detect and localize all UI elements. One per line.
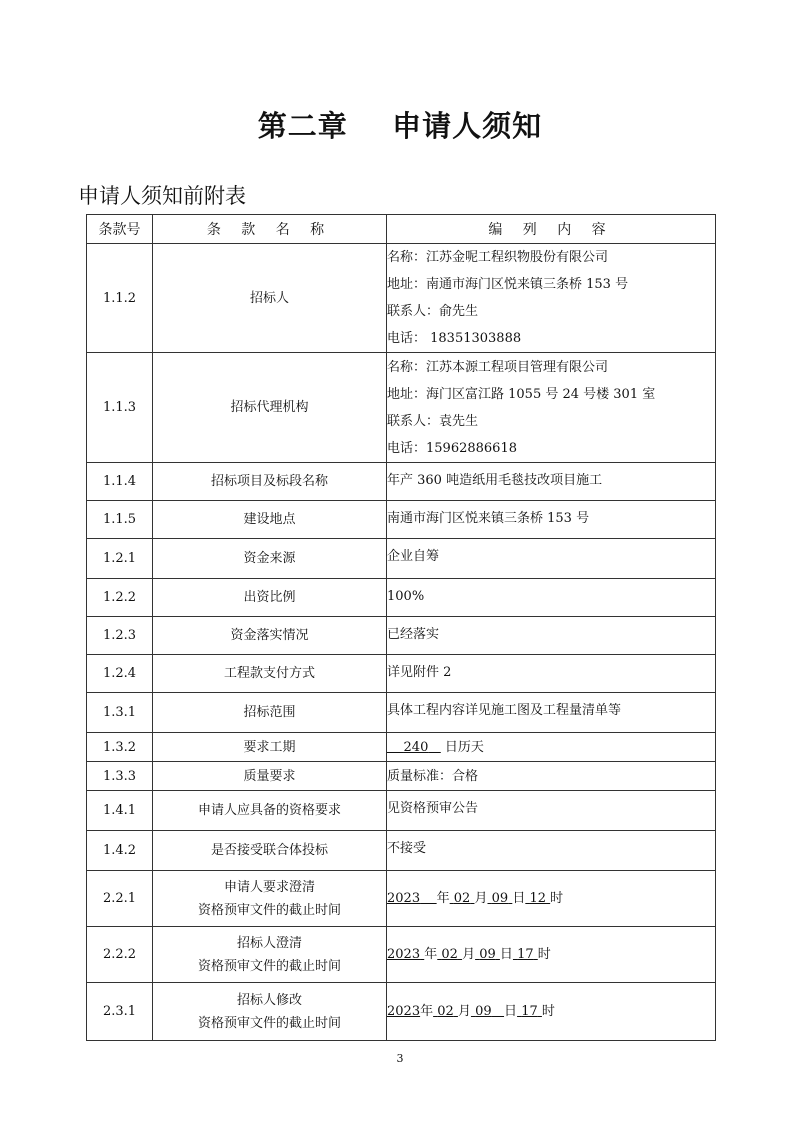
clause-content	[387, 244, 716, 353]
content-line: 名称：江苏金呢工程织物股份有限公司	[387, 250, 609, 265]
clause-name: 工程款支付方式	[153, 655, 387, 693]
content-line: 不接受	[387, 841, 427, 856]
table-row	[87, 579, 716, 617]
clause-no: 2.2.2	[87, 927, 153, 983]
page-number: 3	[396, 1052, 404, 1065]
table-row	[87, 655, 716, 693]
content-line: 名称：江苏本源工程项目管理有限公司	[387, 359, 609, 375]
clause-no: 1.3.3	[87, 762, 153, 791]
clause-content	[387, 463, 716, 501]
content-line: 详见附件 2	[387, 665, 452, 680]
clause-name: 招标范围	[153, 693, 387, 733]
content-line: 已经落实	[387, 627, 440, 642]
header-clause-no: 条款号	[87, 215, 153, 244]
table-row	[87, 762, 716, 791]
clause-name: 是否接受联合体投标	[153, 831, 387, 871]
clause-name-line: 招标人澄清	[236, 935, 302, 951]
clause-content	[387, 831, 716, 871]
clause-content	[387, 655, 716, 693]
clause-content	[387, 762, 716, 791]
header-content: 编 列 内 容	[387, 215, 716, 244]
table-row	[87, 501, 716, 539]
clause-name-line: 资格预审文件的截止时间	[197, 958, 341, 974]
clause-no: 1.1.3	[87, 353, 153, 463]
clause-content	[387, 353, 716, 463]
clause-content	[387, 501, 716, 539]
clause-name: 建设地点	[153, 501, 387, 539]
clause-no: 1.2.2	[87, 579, 153, 617]
content-line: 电话：15962886618	[387, 440, 517, 456]
clause-name	[153, 871, 387, 927]
clause-name: 质量要求	[153, 762, 387, 791]
duration-value: 240	[403, 739, 429, 755]
content-line: 地址：南通市海门区悦来镇三条桥 153 号	[387, 277, 629, 292]
clause-name: 资金落实情况	[153, 617, 387, 655]
clause-no: 1.2.3	[87, 617, 153, 655]
clause-content	[387, 579, 716, 617]
clause-no: 1.2.4	[87, 655, 153, 693]
table-row	[87, 871, 716, 927]
chapter-title: 第二章 申请人须知	[257, 109, 543, 143]
clause-name: 资金来源	[153, 539, 387, 579]
clause-no: 1.2.1	[87, 539, 153, 579]
content-line: 南通市海门区悦来镇三条桥 153 号	[387, 511, 590, 526]
duration-line	[387, 734, 715, 761]
content-line: 地址：海门区富江路 1055 号 24 号楼 301 室	[387, 386, 656, 402]
table-header-row	[87, 215, 716, 244]
duration-unit: 日历天	[444, 739, 484, 755]
table-row	[87, 927, 716, 983]
clause-content	[387, 539, 716, 579]
content-line: 100%	[387, 589, 425, 604]
table-row	[87, 353, 716, 463]
clause-no: 2.2.1	[87, 871, 153, 927]
deadline-date: 2023 年 02 月 09 日 12 时	[387, 891, 564, 906]
table-row	[87, 983, 716, 1041]
clause-name	[153, 983, 387, 1041]
content-line: 联系人：俞先生	[387, 304, 479, 319]
clause-no: 2.3.1	[87, 983, 153, 1041]
header-clause-name: 条 款 名 称	[153, 215, 387, 244]
clause-no: 1.1.2	[87, 244, 153, 353]
table-row	[87, 693, 716, 733]
clause-no: 1.4.1	[87, 791, 153, 831]
clause-content	[387, 791, 716, 831]
content-line: 电话： 18351303888	[387, 331, 522, 346]
clause-name: 出资比例	[153, 579, 387, 617]
clause-name-line: 招标人修改	[236, 992, 302, 1008]
table-row	[87, 733, 716, 762]
clause-name: 要求工期	[153, 733, 387, 762]
clause-name-line: 资格预审文件的截止时间	[197, 1015, 341, 1031]
clause-no: 1.1.5	[87, 501, 153, 539]
clause-name: 招标项目及标段名称	[153, 463, 387, 501]
content-line: 企业自筹	[387, 549, 440, 564]
clause-no: 1.3.1	[87, 693, 153, 733]
clause-name-line: 资格预审文件的截止时间	[197, 902, 341, 918]
content-line: 年产 360 吨造纸用毛毯技改项目施工	[387, 473, 603, 488]
table-row	[87, 463, 716, 501]
clause-no: 1.3.2	[87, 733, 153, 762]
clause-name	[153, 927, 387, 983]
clause-no: 1.1.4	[87, 463, 153, 501]
table-row	[87, 831, 716, 871]
content-line: 具体工程内容详见施工图及工程量清单等	[387, 703, 622, 718]
clause-content	[387, 617, 716, 655]
clause-content	[387, 927, 716, 983]
clause-content	[387, 983, 716, 1041]
clause-name: 招标代理机构	[153, 353, 387, 463]
table-row	[87, 539, 716, 579]
clause-content	[387, 693, 716, 733]
deadline-date: 2023年 02 月 09 日 17 时	[387, 1004, 555, 1019]
content-line: 联系人：袁先生	[387, 413, 479, 429]
content-line: 质量标准：合格	[387, 768, 479, 784]
clause-content	[387, 871, 716, 927]
clause-name: 申请人应具备的资格要求	[153, 791, 387, 831]
clause-name: 招标人	[153, 244, 387, 353]
deadline-date: 2023 年 02 月 09 日 17 时	[387, 947, 551, 962]
clause-content	[387, 733, 716, 762]
content-line: 见资格预审公告	[387, 801, 479, 816]
table-row	[87, 244, 716, 353]
table-row	[87, 791, 716, 831]
clause-name-line: 申请人要求澄清	[223, 879, 315, 895]
clause-no: 1.4.2	[87, 831, 153, 871]
applicant-notice-appendix-table	[86, 214, 716, 1041]
section-title: 申请人须知前附表	[78, 184, 246, 208]
table-row	[87, 617, 716, 655]
